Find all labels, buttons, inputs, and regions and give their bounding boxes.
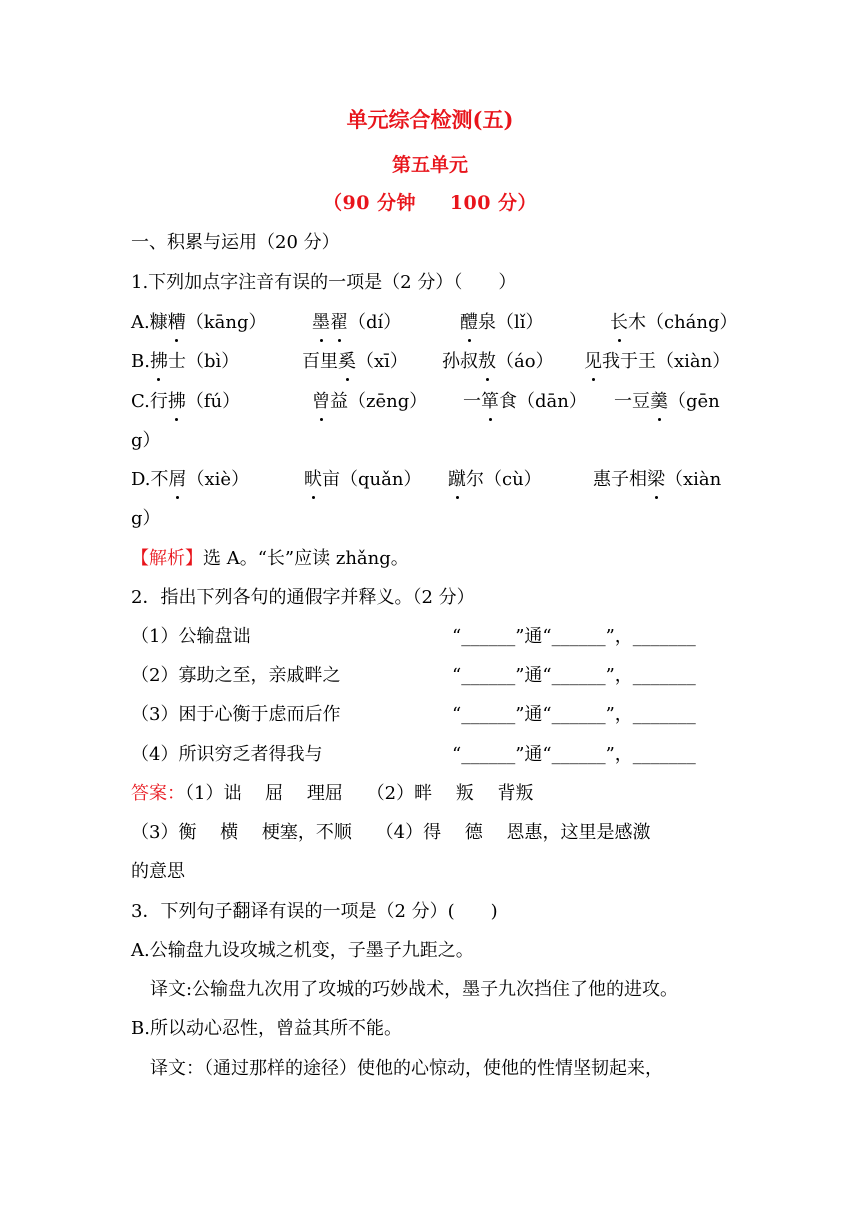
question-3-option-a-translation: 译文:公输盘九次用了攻城的巧妙战术，墨子九次挡住了他的进攻。 (150, 979, 679, 1000)
analysis-text: 选 A。“长”应读 zhǎng。 (203, 548, 409, 569)
question-3-option-a: A.公输盘九设攻城之机变，子墨子九距之。 (131, 940, 474, 961)
question-1-stem: 1.下列加点字注音有误的一项是（2 分）（ ） (131, 272, 517, 293)
unit-subtitle: 第五单元 (391, 154, 468, 176)
question-3-option-b-translation: 译文：（通过那样的途径）使他的心惊动，使他的性情坚韧起来， (150, 1058, 663, 1079)
question-2-blank: “______”通“______”，_______ (452, 704, 696, 725)
question-2-answer-line: 的意思 (131, 861, 185, 882)
question-2-blank: “______”通“______”，_______ (452, 665, 696, 686)
question-3-stem: 3．下列句子翻译有误的一项是（2 分）( ) (131, 901, 498, 922)
time-score: （90 分钟 100 分） (322, 192, 538, 214)
question-3-option-b: B.所以动心忍性，曾益其所不能。 (131, 1018, 402, 1039)
section-heading: 一、积累与运用（20 分） (131, 232, 340, 253)
question-2-sentence: （4）所识穷乏者得我与 (131, 744, 323, 765)
question-2-answer-line: （3）衡 横 梗塞，不顺 （4）得 德 恩惠，这里是感激 (131, 822, 651, 843)
question-2-stem: 2．指出下列各句的通假字并释义。（2 分） (131, 587, 475, 608)
question-2-sentence: （2）寡助之至，亲戚畔之 (131, 665, 341, 686)
question-1-analysis (131, 546, 409, 572)
question-2-answer: 答案：（1）诎 屈 理屈 （2）畔 叛 背叛 (131, 783, 534, 804)
question-2-sentence: （1）公输盘诎 (131, 626, 251, 647)
answer-label: 答案： (131, 783, 185, 804)
analysis-label: 【解析】 (131, 548, 203, 569)
document-page: 单元综合检测(五) 第五单元 （90 分钟 100 分） 一、积累与运用（20 分） 1.下列加点字注音有误的一项是（2 分）（ ） A.糠糟（kāng） 墨翟（dí） 醴泉（lǐ） 长木（cháng） B.拂士（bì） 百里奚（xī） 孙叔敖（áo） 见我于王（xiàn） C.行拂（fú） 曾益（zēng） 一箪食（dān） 一豆羹（gēn g） D.不屑（xiè） 畎亩（quǎn） 蹴尔（cù） 惠子相梁（xiàn g） 【解析】选 A。“长”应读 zhǎng。 2．指出下列各句的通假字并释义。（2 分） （1）公输盘诎 “______”通“______”，_______ （2）寡助之至，亲戚畔之 “______”通“______”，_______ （3）困于心衡于虑而后作 “______”通“______”，_______ （4）所识穷乏者得我与 “______”通“______”，_______ 答案：（1）诎 屈 理屈 （2）畔 叛 背叛 （3）衡 横 梗塞，不顺 （4）得 德 恩惠，这里是感激 的意思 3．下列句子翻译有误的一项是（2 分）( ) A.公输盘九设攻城之机变，子墨子九距之。 译文:公输盘九次用了攻城的巧妙战术，墨子九次挡住了他的进攻。 B.所以动心忍性，曾益其所不能。 译文：（通过那样的途径）使他的心惊动，使他的性情坚韧起来， (0, 0, 860, 1216)
question-2-blank: “______”通“______”，_______ (452, 626, 696, 647)
question-2-sentence: （3）困于心衡于虑而后作 (131, 704, 341, 725)
page-title: 单元综合检测(五) (346, 107, 514, 132)
question-2-blank: “______”通“______”，_______ (452, 744, 696, 765)
